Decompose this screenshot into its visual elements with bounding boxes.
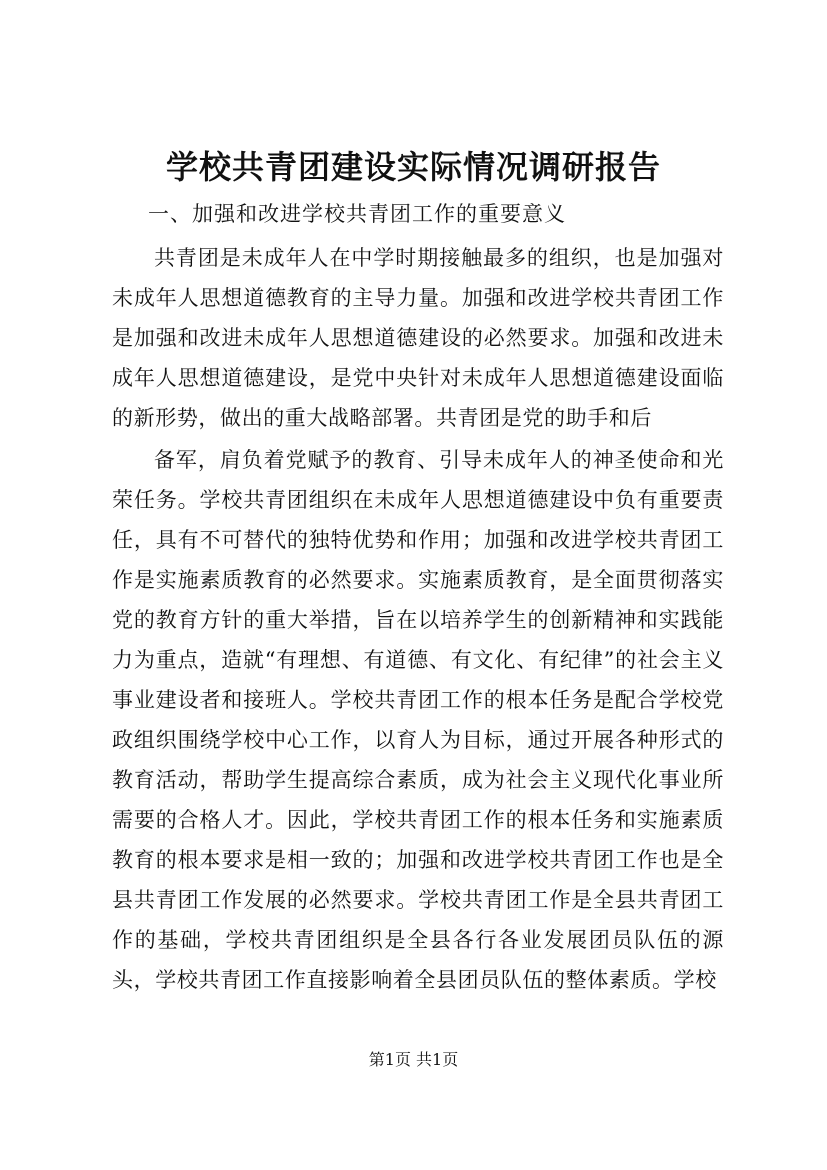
body-paragraph: 备军，肩负着党赋予的教育、引导未成年人的神圣使命和光荣任务。学校共青团组织在未成年人思想道德建设中负有重要责任，具有不可替代的独特优势和作用；加强和改进学校共青团工作是实施素质教育的必然要求。实施素质教育，是全面贯彻落实党的教育方针的重大举措，旨在以培养学生的创新精神和实践能力为重点，造就“有理想、有道德、有文化、有纪律”的社会主义事业建设者和接班人。学校共青团工作的根本任务是配合学校党政组织围绕学校中心工作，以育人为目标，通过开展各种形式的教育活动，帮助学生提高综合素质，成为社会主义现代化事业所需要的合格人才。因此，学校共青团工作的根本任务和实施素质教育的根本要求是相一致的；加强和改进学校共青团工作也是全县共青团工作发展的必然要求。学校共青团工作是全县共青团工作的基础，学校共青团组织是全县各行各业发展团员队伍的源头，学校共青团工作直接影响着全县团员队伍的整体素质。学校 — [112, 448, 724, 992]
body-paragraph: 共青团是未成年人在中学时期接触最多的组织，也是加强对未成年人思想道德教育的主导力量。加强和改进学校共青团工作是加强和改进未成年人思想道德建设的必然要求。加强和改进未成年人思想道德建设，是党中央针对未成年人思想道德建设面临的新形势，做出的重大战略部署。共青团是党的助手和后 — [112, 246, 724, 430]
section-heading: 一、加强和改进学校共青团工作的重要意义 — [148, 202, 566, 226]
document-title: 学校共青团建设实际情况调研报告 — [165, 148, 661, 186]
page-number-footer: 第1页 共1页 — [368, 1050, 459, 1069]
